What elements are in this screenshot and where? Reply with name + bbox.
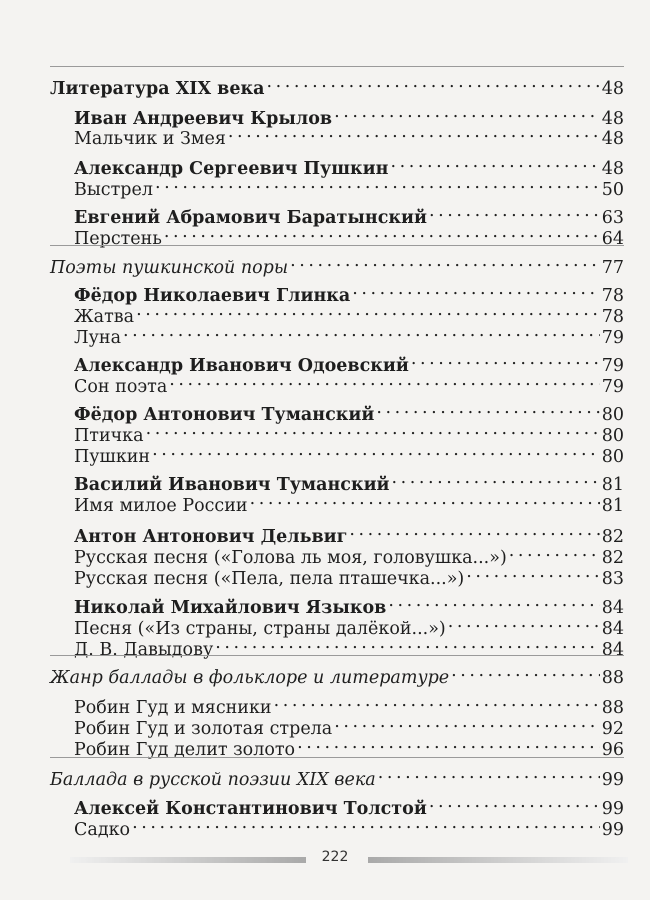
toc-section-title: Жанр баллады в фольклоре и литературе — [50, 668, 450, 688]
page-ref: 84 — [601, 598, 624, 618]
dot-leader — [132, 811, 600, 835]
page-ref: 80 — [601, 426, 624, 446]
page-ref: 82 — [601, 548, 624, 568]
page-ref: 82 — [601, 527, 624, 547]
dot-leader — [155, 171, 600, 195]
page-ref: 48 — [601, 79, 624, 99]
toc-author-name: Фёдор Антонович Туманский — [74, 405, 375, 425]
page-ref: 80 — [601, 447, 624, 467]
toc-work-title: Перстень — [74, 229, 162, 249]
toc-work-title: Песня («Из страны, страны далёкой...») — [74, 619, 446, 639]
page-ref: 99 — [601, 799, 624, 819]
toc-author-name: Николай Михайлович Языков — [74, 598, 387, 618]
toc-work[interactable] — [74, 368, 624, 397]
dot-leader — [451, 659, 600, 683]
page-ref: 63 — [601, 208, 624, 228]
toc-author-name: Фёдор Николаевич Глинка — [74, 286, 351, 306]
toc-work-title: Садко — [74, 820, 131, 840]
toc-section[interactable] — [50, 70, 624, 99]
page-ref: 83 — [601, 569, 624, 589]
dot-leader — [215, 631, 599, 655]
page-ref: 81 — [601, 475, 624, 495]
toc-work-title: Робин Гуд и золотая стрела — [74, 719, 333, 739]
toc-work-title: Робин Гуд и мясники — [74, 698, 272, 718]
section-divider — [50, 245, 624, 246]
page-ref: 77 — [601, 258, 624, 278]
toc-work[interactable] — [74, 319, 624, 348]
page-ref: 88 — [601, 668, 624, 688]
toc-work[interactable] — [74, 560, 624, 589]
toc-work-title: Русская песня («Пела, пела пташечка...») — [74, 569, 465, 589]
page-ref: 81 — [601, 496, 624, 516]
dot-leader — [290, 249, 600, 273]
footer-rule-left — [70, 857, 306, 863]
toc-work-title: Мальчик и Змея — [74, 129, 226, 149]
toc-work[interactable] — [74, 811, 624, 840]
toc-work[interactable] — [74, 438, 624, 467]
dot-leader — [169, 368, 599, 392]
footer-rule-right — [368, 857, 628, 863]
page-number: 222 — [321, 849, 349, 865]
page-ref: 78 — [601, 286, 624, 306]
page-ref: 78 — [601, 307, 624, 327]
page-ref: 50 — [601, 180, 624, 200]
toc-work-title: Имя милое России — [74, 496, 248, 516]
page-ref: 99 — [601, 770, 624, 790]
page-ref: 80 — [601, 405, 624, 425]
section-divider — [50, 655, 624, 656]
toc-section[interactable] — [50, 659, 624, 688]
page-ref: 48 — [601, 129, 624, 149]
toc-section[interactable] — [50, 249, 624, 278]
toc-work-title: Выстрел — [74, 180, 153, 200]
dot-leader — [123, 319, 600, 343]
dot-leader — [164, 220, 600, 244]
toc-section-title: Литература XIX века — [50, 79, 265, 99]
toc-work-title: Робин Гуд делит золото — [74, 740, 296, 760]
page-ref: 48 — [601, 109, 624, 129]
toc-author-name: Александр Сергеевич Пушкин — [74, 159, 389, 179]
toc-work-title: Пушкин — [74, 447, 151, 467]
toc-work[interactable] — [74, 171, 624, 200]
toc-author-name: Василий Иванович Туманский — [74, 475, 390, 495]
toc-author-name: Алексей Константинович Толстой — [74, 799, 427, 819]
page-ref: 79 — [601, 356, 624, 376]
toc-work[interactable] — [74, 631, 624, 660]
toc-work-title: Русская песня («Голова ль моя, головушка...») — [74, 548, 507, 568]
dot-leader — [266, 70, 599, 94]
page-ref: 99 — [601, 820, 624, 840]
section-divider — [50, 757, 624, 758]
page-ref: 79 — [601, 328, 624, 348]
toc-work[interactable] — [74, 731, 624, 760]
toc-work[interactable] — [74, 487, 624, 516]
page-ref: 64 — [601, 229, 624, 249]
toc-work-title: Жатва — [74, 307, 135, 327]
toc-author-name: Евгений Абрамович Баратынский — [74, 208, 427, 228]
dot-leader — [250, 487, 600, 511]
toc-work[interactable] — [74, 220, 624, 249]
dot-leader — [297, 731, 600, 755]
page-ref: 84 — [601, 640, 624, 660]
toc-work[interactable] — [74, 120, 624, 149]
page-ref: 92 — [601, 719, 624, 739]
dot-leader — [152, 438, 600, 462]
section-divider — [50, 66, 624, 67]
toc-section-title: Поэты пушкинской поры — [50, 258, 289, 278]
dot-leader — [466, 560, 599, 584]
toc-author-name: Иван Андреевич Крылов — [74, 109, 333, 129]
page-ref: 96 — [601, 740, 624, 760]
page-ref: 88 — [601, 698, 624, 718]
dot-leader — [228, 120, 600, 144]
page-ref: 84 — [601, 619, 624, 639]
toc-section[interactable] — [50, 761, 624, 790]
page-ref: 48 — [601, 159, 624, 179]
toc-author-name: Александр Иванович Одоевский — [74, 356, 409, 376]
toc-work-title: Д. В. Давыдову — [74, 640, 214, 660]
toc-work-title: Птичка — [74, 426, 144, 446]
toc-section-title: Баллада в русской поэзии XIX века — [50, 770, 376, 790]
toc-author-name: Антон Антонович Дельвиг — [74, 527, 348, 547]
page-ref: 79 — [601, 377, 624, 397]
toc-work-title: Луна — [74, 328, 121, 348]
dot-leader — [378, 761, 600, 785]
toc-work-title: Сон поэта — [74, 377, 168, 397]
